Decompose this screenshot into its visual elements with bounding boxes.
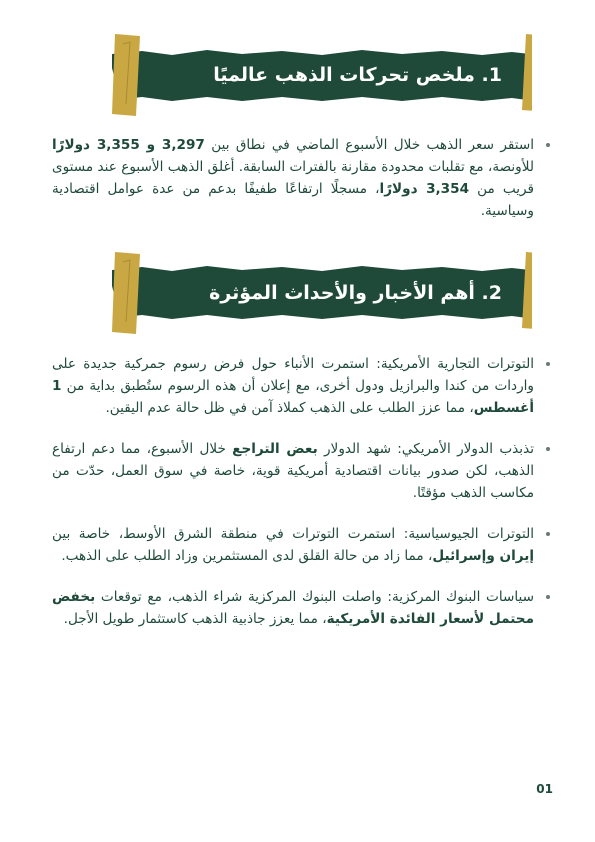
text-run: ، مما عزز الطلب على الذهب كملاذ آمن في ظل حالة عدم اليقين. — [105, 400, 474, 416]
bullet-dot — [546, 532, 550, 536]
bullet-dot — [546, 143, 550, 147]
text-run: التوترات التجارية الأمريكية: استمرت الأنباء حول فرض رسوم جمركية جديدة على واردات من كندا والبرازيل ودول أخرى، مع إعلان أن هذه الرسوم ستُطبق بداية من — [52, 356, 534, 394]
text-run: التوترات الجيوسياسية: استمرت التوترات في منطقة الشرق الأوسط، خاصة بين — [52, 526, 534, 542]
section-2-title: 2. أهم الأخبار والأحداث المؤثرة — [209, 282, 502, 304]
section-1-bullets — [52, 134, 552, 222]
text-run: خلال الأسبوع، مما دعم ارتفاع الذهب، لكن صدور بيانات اقتصادية أمريكية قوية، خاصة في سوق العمل، حدّت من مكاسب الذهب مؤقتًا. — [52, 441, 534, 501]
text-run: سياسات البنوك المركزية: واصلت البنوك المركزية شراء الذهب، مع توقعات — [95, 589, 534, 605]
text-run: تذبذب الدولار الأمريكي: شهد الدولار — [317, 441, 534, 457]
bullet-summary — [52, 134, 552, 222]
bullet-dot — [546, 595, 550, 599]
bold-text: بخفض محتمل لأسعار الفائدة الأمريكية — [52, 589, 534, 627]
section-2-bullets — [52, 353, 552, 630]
bullet-geopolitics — [52, 523, 552, 567]
page-number: 01 — [536, 782, 553, 796]
bullet-trade-tensions — [52, 353, 552, 419]
text-run: استقر سعر الذهب خلال الأسبوع الماضي في نطاق بين — [204, 137, 534, 153]
section-1-banner — [112, 34, 532, 116]
bold-text: 3,354 دولارًا — [379, 181, 470, 197]
bold-text: بعض التراجع — [232, 441, 318, 457]
bold-text: 3,297 و 3,355 دولارًا — [52, 137, 205, 153]
bullet-central-banks — [52, 586, 552, 630]
text-run: ، مما يعزز جاذبية الذهب كاستثمار طويل الأجل. — [63, 611, 327, 627]
bullet-dollar-volatility — [52, 438, 552, 504]
bullet-dot — [546, 362, 550, 366]
text-run: ، مسجلًا ارتفاعًا طفيفًا بدعم من عدة عوامل اقتصادية وسياسية. — [52, 181, 534, 219]
text-run: ، مما زاد من حالة القلق لدى المستثمرين وزاد الطلب على الذهب. — [61, 548, 433, 564]
bullet-dot — [546, 447, 550, 451]
text-run: للأونصة، مع تقلبات محدودة مقارنة بالفترات السابقة. أغلق الذهب الأسبوع عند مستوى قريب من — [52, 159, 534, 197]
section-1-title: 1. ملخص تحركات الذهب عالميًا — [213, 64, 502, 86]
section-2-banner — [112, 252, 532, 334]
bold-text: 1 أغسطس — [52, 378, 534, 416]
bold-text: إيران وإسرائيل — [432, 548, 534, 564]
